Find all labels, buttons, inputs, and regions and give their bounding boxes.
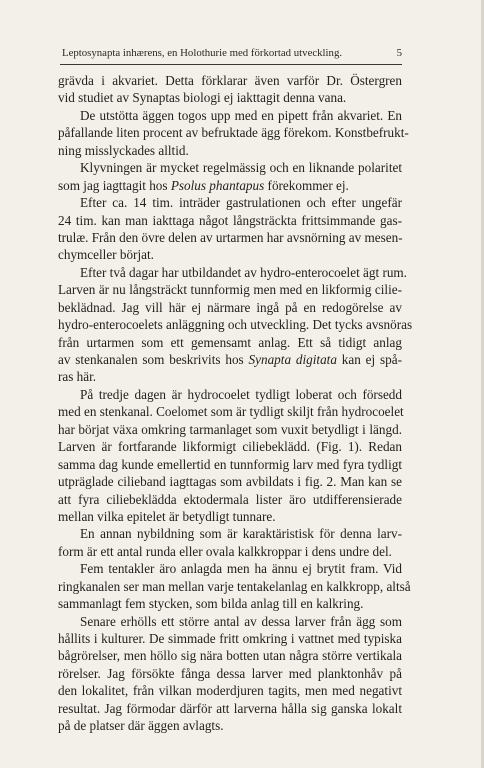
page-header: [62, 47, 402, 61]
text-fragment: förekommer ej.: [267, 177, 349, 193]
text-line: den lokalitet, från vilkan moderdjuren tagits, men med negativt: [58, 683, 402, 699]
running-title: Leptosynapta inhærens, en Holothurie med förkortad utveckling.: [62, 47, 343, 59]
text-line: De utstötta äggen togos upp med en pipett från akvariet. En: [80, 107, 402, 123]
text-line: Fem tentakler äro anlagda men ha ännu ej brytit fram. Vid: [80, 561, 402, 577]
text-line: trulæ. Från den övre delen av urtarmen har avsnörning av mesen-: [58, 229, 403, 245]
text-line: rörelser. Jag försökte fånga dessa larver med planktonhåv på: [58, 665, 402, 681]
text-line: ning misslyckades alltid.: [58, 142, 189, 158]
text-line: 24 tim. kan man iakttaga något långsträckta frittsimmande gas-: [58, 212, 402, 228]
text-line: ras här.: [58, 369, 97, 385]
body-text: [58, 72, 413, 735]
text-line: Efter två dagar har utbildandet av hydro-enterocoelet ägt rum.: [80, 264, 407, 280]
text-line: Larven är fortfarande likformigt ciliebeklädd. (Fig. 1). Redan: [58, 439, 402, 455]
text-line: grävda i akvariet. Detta förklarar även varför Dr. Östergren: [58, 73, 402, 88]
text-line: resultat. Jag förmodar därför att larverna hålla sig ganska lokalt: [58, 700, 402, 716]
page-number: 5: [396, 47, 402, 59]
text-line: [58, 177, 402, 194]
text-line: mellan vilka epitelet är betydligt tunnare.: [58, 508, 276, 524]
text-line: samma dag kunde emellertid en tunnformig larv med fyra tydligt: [58, 456, 402, 472]
text-line: Efter ca. 14 tim. inträder gastrulationen och efter ungefär: [80, 195, 402, 211]
text-line: bågrörelser, men höllo sig nära botten utan några större vertikala: [58, 648, 402, 664]
text-line: Klyvningen är mycket regelmässig och en liknande polaritet: [80, 160, 402, 176]
text-line: har börjat växa omkring tarmanlaget som vuxit betydligt i längd.: [58, 421, 402, 437]
text-line: att fyra ciliebeklädda ektodermala lister äro utdifferensierade: [58, 491, 402, 507]
species-name: Synapta digitata: [248, 352, 337, 367]
text-line: hydro-enterocoelets anläggning och utveckling. Det tycks avsnöras: [58, 317, 413, 333]
text-line: på de platser där äggen avlagts.: [58, 718, 224, 734]
text-line: sammanlagt fem stycken, som bilda anlag till en kalkring.: [58, 596, 364, 612]
text-line: En annan nybildning som är karaktäristisk för denna larv-: [80, 526, 402, 542]
text-fragment: kan ej spå-: [341, 352, 403, 367]
text-line: [58, 351, 402, 368]
text-fragment: som jag iagttagit hos: [58, 177, 168, 193]
header-rule: [60, 64, 402, 65]
text-line: påfallande liten procent av befruktade ägg förekom. Konstbefrukt-: [58, 125, 409, 141]
text-line: Senare erhölls ett större antal av dessa larver från ägg som: [80, 613, 402, 629]
species-name: Psolus phantapus: [170, 177, 265, 193]
text-line: form är ett antal runda eller ovala kalkkroppar i dens undre del.: [58, 543, 392, 559]
text-line: utpräglade cilieband iagttagas som avbildats i fig. 2. Man kan se: [58, 474, 402, 490]
text-line: På tredje dagen är hydrocoelet tydligt loberat och försedd: [80, 386, 402, 402]
text-line: från urtarmen som ett gemensamt anlag. Ett så tidigt anlag: [58, 334, 402, 350]
text-line: Larven är nu långsträckt tunnformig men med en likformig cilie-: [58, 282, 402, 298]
text-line: ringkanalen ser man mellan varje tentakelanlag en kalkkropp, altså: [58, 578, 411, 594]
text-line: vid studiet av Synaptas biologi ej iakttagit denna vana.: [58, 90, 347, 106]
text-fragment: av stenkanalen som beskrivits hos: [58, 352, 244, 367]
text-line: beklädnad. Jag vill här ej närmare ingå på en redogörelse av: [58, 299, 402, 315]
text-line: chymceller börjat.: [58, 247, 154, 263]
text-line: hållits i kulturer. De simmade fritt omkring i vattnet med typiska: [58, 631, 402, 646]
text-line: med en stenkanal. Coelomet som är tydligt skiljt från hydrocoelet: [58, 404, 404, 420]
